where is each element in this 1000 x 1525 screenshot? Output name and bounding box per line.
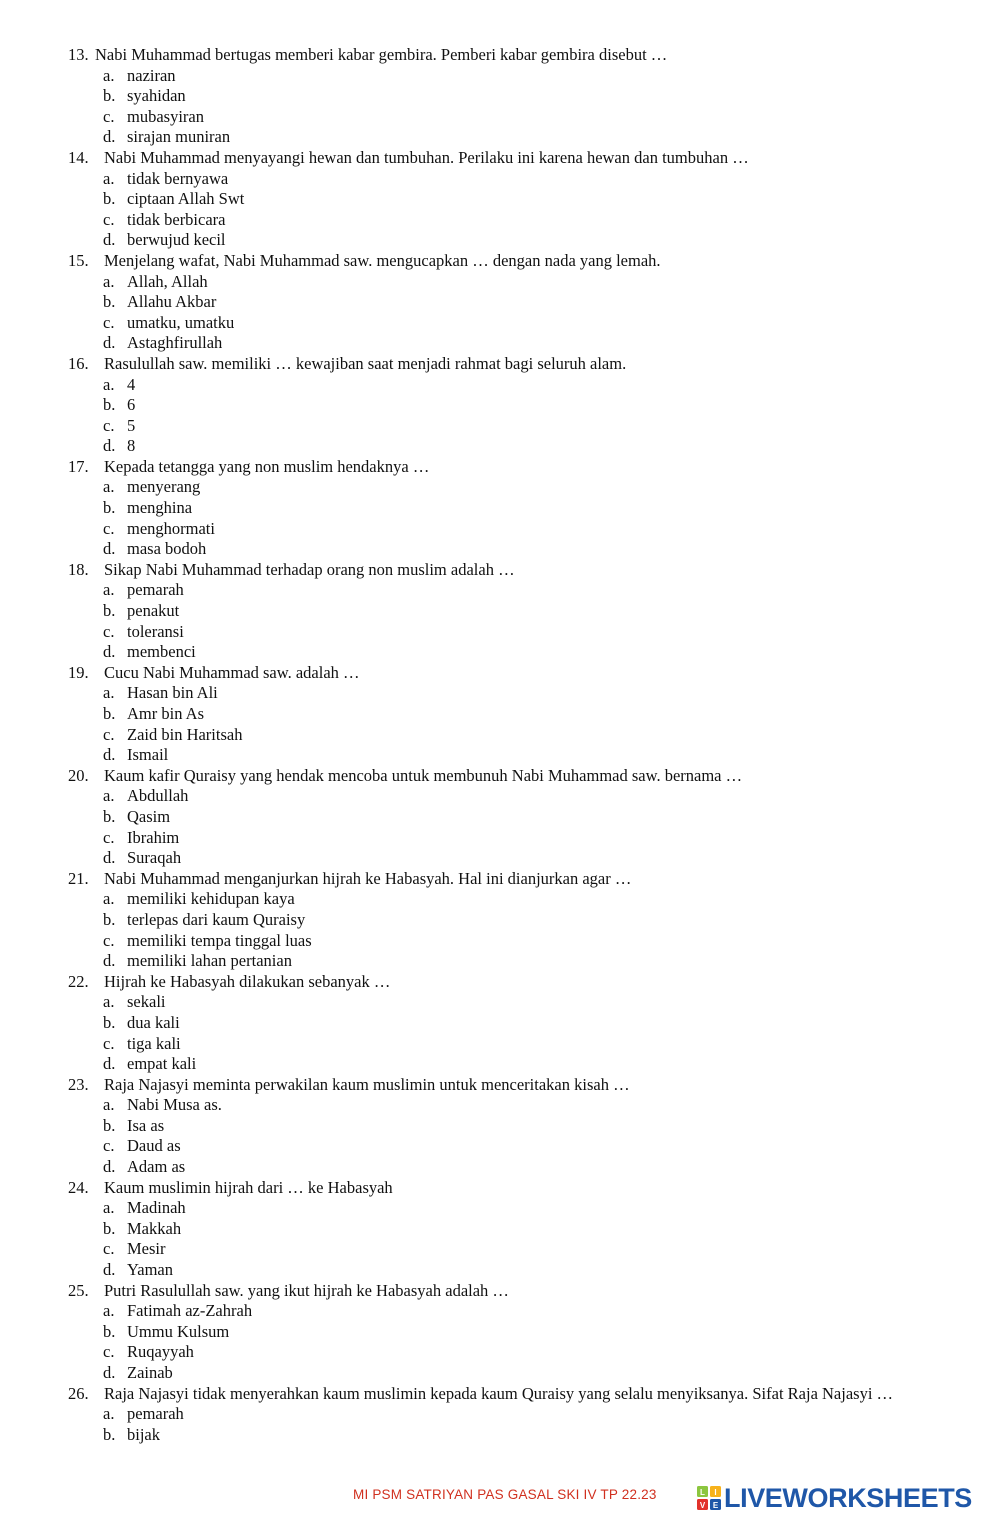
option-text: pemarah (127, 1404, 184, 1424)
answer-option (103, 1054, 948, 1075)
option-letter: b. (103, 601, 116, 621)
answer-option (103, 189, 948, 210)
option-text: masa bodoh (127, 539, 207, 559)
question-row (68, 148, 948, 169)
question-number: 20. (68, 765, 89, 785)
option-text: tiga kali (127, 1033, 181, 1053)
option-letter: b. (103, 86, 116, 106)
option-list (68, 1095, 948, 1177)
question-text: Raja Najasyi tidak menyerahkan kaum muslimin kepada kaum Quraisy yang selalu menyiksanya. Sifat Raja Najasyi … (104, 1383, 894, 1403)
answer-option (103, 436, 948, 457)
option-text: toleransi (127, 621, 184, 641)
svg-text:I: I (714, 1488, 717, 1497)
option-text: syahidan (127, 86, 186, 106)
answer-option (103, 107, 948, 128)
option-list (68, 992, 948, 1074)
option-letter: a. (103, 1301, 115, 1321)
option-list (68, 889, 948, 971)
option-letter: c. (103, 518, 115, 538)
option-list (68, 683, 948, 765)
option-letter: c. (103, 209, 115, 229)
question-text: Hijrah ke Habasyah dilakukan sebanyak … (104, 971, 391, 991)
answer-option (103, 848, 948, 869)
option-text: memiliki lahan pertanian (127, 951, 292, 971)
option-text: 5 (127, 415, 136, 435)
answer-option (103, 498, 948, 519)
answer-option (103, 1034, 948, 1055)
question-number: 24. (68, 1177, 89, 1197)
option-list (68, 786, 948, 868)
answer-option (103, 1198, 948, 1219)
answer-option (103, 704, 948, 725)
answer-option (103, 1301, 948, 1322)
option-letter: c. (103, 827, 115, 847)
brand-name: LIVEWORKSHEETS (724, 1482, 972, 1513)
option-text: berwujud kecil (127, 230, 226, 250)
option-list (68, 477, 948, 559)
answer-option (103, 1219, 948, 1240)
answer-option (103, 1095, 948, 1116)
option-text: pemarah (127, 580, 184, 600)
option-text: tidak bernyawa (127, 168, 229, 188)
answer-option (103, 477, 948, 498)
option-letter: b. (103, 1321, 116, 1341)
answer-option (103, 1363, 948, 1384)
option-text: tidak berbicara (127, 209, 226, 229)
option-list (68, 1198, 948, 1280)
question-row (68, 972, 948, 993)
question-row (68, 1075, 948, 1096)
svg-text:L: L (700, 1488, 705, 1497)
option-letter: a. (103, 1404, 115, 1424)
answer-option (103, 1013, 948, 1034)
option-text: naziran (127, 65, 176, 85)
question-item (68, 869, 948, 972)
option-letter: c. (103, 1342, 115, 1362)
question-text: Rasulullah saw. memiliki … kewajiban saat menjadi rahmat bagi seluruh alam. (104, 353, 627, 373)
option-letter: d. (103, 1054, 116, 1074)
option-letter: b. (103, 704, 116, 723)
option-text: menghormati (127, 518, 215, 538)
option-text: bijak (127, 1424, 160, 1444)
option-letter: b. (103, 1115, 116, 1135)
option-letter: b. (103, 189, 116, 209)
option-text: terlepas dari kaum Quraisy (127, 909, 306, 929)
option-text: Fatimah az-Zahrah (127, 1301, 253, 1321)
answer-option (103, 66, 948, 87)
option-letter: a. (103, 1095, 115, 1115)
answer-option (103, 539, 948, 560)
option-text: menyerang (127, 477, 201, 497)
question-item (68, 1281, 948, 1384)
question-row (68, 1281, 948, 1302)
option-letter: a. (103, 477, 115, 497)
answer-option (103, 292, 948, 313)
option-text: umatku, umatku (127, 312, 235, 332)
answer-option (103, 86, 948, 107)
option-text: Hasan bin Ali (127, 683, 218, 703)
question-text: Putri Rasulullah saw. yang ikut hijrah ke Habasyah adalah … (104, 1280, 509, 1300)
answer-option (103, 889, 948, 910)
question-item (68, 1178, 948, 1281)
option-text: ciptaan Allah Swt (127, 189, 245, 209)
answer-option (103, 1136, 948, 1157)
option-text: sekali (127, 992, 166, 1012)
answer-option (103, 807, 948, 828)
option-letter: d. (103, 745, 116, 765)
question-row (68, 354, 948, 375)
option-letter: a. (103, 374, 115, 394)
answer-option (103, 1116, 948, 1137)
option-letter: d. (103, 1260, 116, 1280)
question-text: Sikap Nabi Muhammad terhadap orang non muslim adalah … (104, 559, 515, 579)
question-text: Menjelang wafat, Nabi Muhammad saw. mengucapkan … dengan nada yang lemah. (104, 250, 661, 270)
question-item (68, 663, 948, 766)
option-text: Allah, Allah (127, 271, 208, 291)
question-number: 26. (68, 1383, 89, 1403)
option-text: penakut (127, 601, 180, 621)
answer-option (103, 786, 948, 807)
question-row (68, 663, 948, 684)
question-item (68, 354, 948, 457)
question-item (68, 45, 948, 148)
answer-option (103, 1260, 948, 1281)
answer-option (103, 601, 948, 622)
answer-option (103, 395, 948, 416)
question-text: Kaum kafir Quraisy yang hendak mencoba untuk membunuh Nabi Muhammad saw. bernama … (104, 765, 743, 785)
option-letter: a. (103, 1198, 115, 1218)
option-text: Ibrahim (127, 827, 180, 847)
option-letter: d. (103, 127, 116, 147)
question-text: Raja Najasyi meminta perwakilan kaum muslimin untuk menceritakan kisah … (104, 1074, 630, 1094)
option-text: 4 (127, 374, 136, 394)
answer-option (103, 1322, 948, 1343)
question-list (68, 45, 948, 1445)
question-number: 13. (68, 45, 89, 64)
answer-option (103, 951, 948, 972)
option-letter: d. (103, 230, 116, 250)
option-letter: d. (103, 436, 116, 456)
option-letter: b. (103, 1218, 116, 1238)
option-letter: d. (103, 333, 116, 353)
answer-option (103, 1425, 948, 1446)
option-letter: c. (103, 312, 115, 332)
option-letter: b. (103, 909, 116, 929)
question-number: 16. (68, 353, 89, 373)
question-item (68, 251, 948, 354)
liveworksheets-brand[interactable] (697, 1478, 972, 1518)
answer-option (103, 828, 948, 849)
option-text: Zaid bin Haritsah (127, 724, 243, 744)
question-row (68, 45, 948, 66)
answer-option (103, 580, 948, 601)
question-number: 15. (68, 250, 89, 270)
question-row (68, 1178, 948, 1199)
option-letter: c. (103, 930, 115, 950)
option-letter: d. (103, 1157, 116, 1177)
option-text: memiliki kehidupan kaya (127, 889, 295, 909)
option-text: menghina (127, 498, 193, 518)
option-letter: a. (103, 168, 115, 188)
question-number: 25. (68, 1280, 89, 1300)
option-letter: b. (103, 1012, 116, 1032)
question-number: 21. (68, 868, 89, 888)
option-letter: d. (103, 1363, 116, 1382)
option-letter: c. (103, 1239, 115, 1259)
question-text: Nabi Muhammad menganjurkan hijrah ke Habasyah. Hal ini dianjurkan agar … (104, 868, 632, 888)
question-number: 22. (68, 971, 89, 991)
answer-option (103, 745, 948, 766)
option-letter: a. (103, 683, 115, 703)
question-item (68, 1075, 948, 1178)
option-letter: b. (103, 395, 116, 415)
option-text: Yaman (127, 1260, 173, 1280)
option-text: Zainab (127, 1363, 173, 1382)
question-number: 17. (68, 456, 89, 476)
option-text: Allahu Akbar (127, 292, 217, 312)
answer-option (103, 1239, 948, 1260)
question-text: Kaum muslimin hijrah dari … ke Habasyah (104, 1177, 393, 1197)
option-letter: a. (103, 580, 115, 600)
question-number: 23. (68, 1074, 89, 1094)
option-letter: c. (103, 1033, 115, 1053)
question-row (68, 1384, 948, 1405)
option-text: Mesir (127, 1239, 166, 1259)
option-text: Makkah (127, 1218, 182, 1238)
option-list (68, 66, 948, 148)
option-text: mubasyiran (127, 106, 204, 126)
option-list (68, 1301, 948, 1383)
question-row (68, 869, 948, 890)
option-letter: d. (103, 848, 116, 868)
option-letter: c. (103, 415, 115, 435)
option-text: Amr bin As (127, 704, 205, 723)
option-text: Suraqah (127, 848, 182, 868)
option-letter: a. (103, 65, 115, 85)
footer-label: MI PSM SATRIYAN PAS GASAL SKI IV TP 22.23 (353, 1487, 657, 1502)
question-item (68, 148, 948, 251)
question-text: Nabi Muhammad bertugas memberi kabar gembira. Pemberi kabar gembira disebut … (95, 45, 668, 64)
question-text: Cucu Nabi Muhammad saw. adalah … (104, 662, 360, 682)
answer-option (103, 725, 948, 746)
answer-option (103, 127, 948, 148)
option-text: sirajan muniran (127, 127, 231, 147)
option-text: Daud as (127, 1136, 181, 1156)
answer-option (103, 1342, 948, 1363)
question-number: 14. (68, 147, 89, 167)
answer-option (103, 1404, 948, 1425)
answer-option (103, 931, 948, 952)
option-letter: a. (103, 271, 115, 291)
option-letter: c. (103, 724, 115, 744)
option-text: Astaghfirullah (127, 333, 223, 353)
answer-option (103, 313, 948, 334)
option-list (68, 272, 948, 354)
question-row (68, 457, 948, 478)
question-item (68, 1384, 948, 1446)
liveworksheets-logo-icon (697, 1486, 721, 1510)
question-text: Nabi Muhammad menyayangi hewan dan tumbuhan. Perilaku ini karena hewan dan tumbuhan … (104, 147, 749, 167)
answer-option (103, 683, 948, 704)
option-letter: a. (103, 992, 115, 1012)
question-number: 18. (68, 559, 89, 579)
answer-option (103, 642, 948, 663)
svg-text:V: V (699, 1501, 706, 1510)
question-number: 19. (68, 662, 89, 682)
answer-option (103, 169, 948, 190)
option-list (68, 580, 948, 662)
option-letter: d. (103, 642, 116, 662)
option-text: memiliki tempa tinggal luas (127, 930, 312, 950)
option-letter: b. (103, 498, 116, 518)
answer-option (103, 375, 948, 396)
question-item (68, 766, 948, 869)
question-item (68, 972, 948, 1075)
question-item (68, 560, 948, 663)
option-letter: d. (103, 951, 116, 971)
option-letter: c. (103, 621, 115, 641)
option-text: 6 (127, 395, 136, 415)
option-letter: b. (103, 806, 116, 826)
option-text: Ummu Kulsum (127, 1321, 230, 1341)
option-list (68, 169, 948, 251)
option-list (68, 1404, 948, 1445)
option-text: Abdullah (127, 786, 189, 806)
option-text: Qasim (127, 806, 171, 826)
answer-option (103, 416, 948, 437)
answer-option (103, 210, 948, 231)
option-letter: d. (103, 539, 116, 559)
option-text: membenci (127, 642, 196, 662)
answer-option (103, 230, 948, 251)
option-text: Nabi Musa as. (127, 1095, 222, 1115)
answer-option (103, 333, 948, 354)
question-row (68, 766, 948, 787)
option-letter: b. (103, 1424, 116, 1444)
option-list (68, 375, 948, 457)
answer-option (103, 910, 948, 931)
question-row (68, 251, 948, 272)
option-letter: c. (103, 106, 115, 126)
answer-option (103, 272, 948, 293)
answer-option (103, 622, 948, 643)
option-text: Isa as (127, 1115, 165, 1135)
question-item (68, 457, 948, 560)
answer-option (103, 1157, 948, 1178)
option-letter: b. (103, 292, 116, 312)
svg-text:E: E (712, 1501, 719, 1510)
question-text: Kepada tetangga yang non muslim hendaknya … (104, 456, 430, 476)
option-text: 8 (127, 436, 136, 456)
answer-option (103, 992, 948, 1013)
option-text: Ismail (127, 745, 169, 765)
option-text: Ruqayyah (127, 1342, 194, 1362)
question-row (68, 560, 948, 581)
option-letter: a. (103, 889, 115, 909)
option-letter: a. (103, 786, 115, 806)
option-letter: c. (103, 1136, 115, 1156)
option-text: empat kali (127, 1054, 197, 1074)
option-text: Madinah (127, 1198, 186, 1218)
answer-option (103, 519, 948, 540)
option-text: Adam as (127, 1157, 186, 1177)
option-text: dua kali (127, 1012, 180, 1032)
